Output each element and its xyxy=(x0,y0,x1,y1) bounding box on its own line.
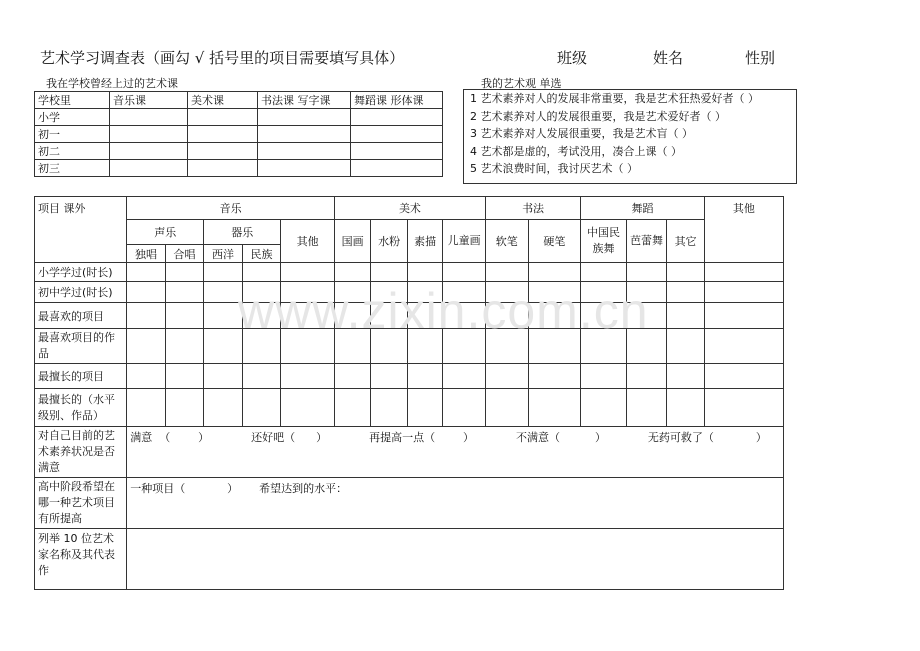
row-label: 最擅长的项目 xyxy=(35,364,127,389)
answer-cell[interactable] xyxy=(334,329,370,364)
answer-cell[interactable] xyxy=(485,263,528,282)
checkbox-cell[interactable] xyxy=(258,160,351,177)
answer-cell[interactable] xyxy=(704,303,783,329)
checkbox-cell[interactable] xyxy=(110,143,188,160)
answer-cell[interactable] xyxy=(581,364,627,389)
artists-content[interactable] xyxy=(127,529,784,590)
courses-row-label: 小学 xyxy=(35,109,110,126)
answer-cell[interactable] xyxy=(704,389,783,427)
row-label: 最喜欢的项目 xyxy=(35,303,127,329)
answer-cell[interactable] xyxy=(281,303,335,329)
answer-cell[interactable] xyxy=(626,329,667,364)
answer-cell[interactable] xyxy=(127,329,166,364)
art-header: 美术 xyxy=(334,197,485,220)
name-label: 姓名 xyxy=(653,49,684,67)
checkbox-cell[interactable] xyxy=(110,126,188,143)
view-option[interactable]: 2 艺术素养对人的发展很重要，我是艺术爱好者（ ） xyxy=(470,109,726,123)
dance-other-header: 其它 xyxy=(667,220,705,263)
answer-cell[interactable] xyxy=(127,263,166,282)
answer-cell[interactable] xyxy=(334,364,370,389)
answer-cell[interactable] xyxy=(165,329,204,364)
row-label: 最擅长的（水平级别、作品） xyxy=(35,389,127,427)
satisfaction-options[interactable]: 满意 （ ） 还好吧（ ） 再提高一点（ ） 不满意（ ） 无药可救了（ ） xyxy=(127,427,784,478)
answer-cell[interactable] xyxy=(443,303,486,329)
answer-cell[interactable] xyxy=(371,303,407,329)
answer-cell[interactable] xyxy=(667,364,705,389)
checkbox-cell[interactable] xyxy=(351,143,443,160)
other-header: 其他 xyxy=(704,197,783,263)
courses-caption: 我在学校曾经上过的艺术课 xyxy=(46,77,178,90)
answer-cell[interactable] xyxy=(704,364,783,389)
answer-cell[interactable] xyxy=(127,364,166,389)
answer-cell[interactable] xyxy=(204,263,243,282)
view-option[interactable]: 5 艺术浪费时间，我讨厌艺术（ ） xyxy=(470,162,638,175)
answer-cell[interactable] xyxy=(528,263,581,282)
view-option[interactable]: 1 艺术素养对人的发展非常重要，我是艺术狂热爱好者（ ） xyxy=(470,92,759,105)
answer-cell[interactable] xyxy=(667,329,705,364)
answer-cell[interactable] xyxy=(204,303,243,329)
answer-cell[interactable] xyxy=(581,263,627,282)
answer-cell[interactable] xyxy=(667,389,705,427)
row-label: 最喜欢项目的作品 xyxy=(35,329,127,364)
answer-cell[interactable] xyxy=(281,329,335,364)
courses-table xyxy=(34,91,443,177)
answer-cell[interactable] xyxy=(242,364,281,389)
answer-cell[interactable] xyxy=(626,303,667,329)
instrument-header: 器乐 xyxy=(204,220,281,245)
answer-cell[interactable] xyxy=(485,389,528,427)
answer-cell[interactable] xyxy=(581,282,627,303)
checkbox-cell[interactable] xyxy=(351,160,443,177)
courses-row-label: 初二 xyxy=(35,143,110,160)
answer-cell[interactable] xyxy=(165,303,204,329)
courses-header-art: 美术课 xyxy=(188,92,258,109)
ethnic-header: 民族 xyxy=(242,245,281,263)
answer-cell[interactable] xyxy=(371,263,407,282)
checkbox-cell[interactable] xyxy=(258,143,351,160)
answer-cell[interactable] xyxy=(667,263,705,282)
answer-cell[interactable] xyxy=(485,364,528,389)
checkbox-cell[interactable] xyxy=(258,126,351,143)
chinese-painting-header: 国画 xyxy=(334,220,370,263)
answer-cell[interactable] xyxy=(165,263,204,282)
answer-cell[interactable] xyxy=(204,329,243,364)
answer-cell[interactable] xyxy=(242,303,281,329)
answer-cell[interactable] xyxy=(704,263,783,282)
watermark: www.zixin.com.cn xyxy=(238,283,649,339)
answer-cell[interactable] xyxy=(242,329,281,364)
answer-cell[interactable] xyxy=(165,282,204,303)
answer-cell[interactable] xyxy=(626,263,667,282)
soft-pen-header: 软笔 xyxy=(485,220,528,263)
dance-header: 舞蹈 xyxy=(581,197,705,220)
answer-cell[interactable] xyxy=(485,303,528,329)
high-school-goal-label: 高中阶段希望在哪一种艺术项目有所提高 xyxy=(35,478,127,529)
answer-cell[interactable] xyxy=(667,282,705,303)
answer-cell[interactable] xyxy=(581,303,627,329)
answer-cell[interactable] xyxy=(485,329,528,364)
calligraphy-header: 书法 xyxy=(485,197,580,220)
courses-row-label: 初一 xyxy=(35,126,110,143)
answer-cell[interactable] xyxy=(242,389,281,427)
answer-cell[interactable] xyxy=(407,303,442,329)
answer-cell[interactable] xyxy=(281,364,335,389)
music-header: 音乐 xyxy=(127,197,335,220)
answer-cell[interactable] xyxy=(528,364,581,389)
checkbox-cell[interactable] xyxy=(258,109,351,126)
checkbox-cell[interactable] xyxy=(188,160,258,177)
courses-row-label: 初三 xyxy=(35,160,110,177)
answer-cell[interactable] xyxy=(127,303,166,329)
checkbox-cell[interactable] xyxy=(188,126,258,143)
answer-cell[interactable] xyxy=(443,282,486,303)
answer-cell[interactable] xyxy=(407,364,442,389)
answer-cell[interactable] xyxy=(334,389,370,427)
answer-cell[interactable] xyxy=(528,303,581,329)
answer-cell[interactable] xyxy=(443,263,486,282)
sketch-header: 素描 xyxy=(407,220,442,263)
view-option[interactable]: 3 艺术素养对人发展很重要，我是艺术盲（ ） xyxy=(470,127,693,140)
answer-cell[interactable] xyxy=(371,364,407,389)
answer-cell[interactable] xyxy=(581,329,627,364)
chorus-header: 合唱 xyxy=(165,245,204,263)
gender-label: 性别 xyxy=(745,49,776,67)
checkbox-cell[interactable] xyxy=(188,109,258,126)
checkbox-cell[interactable] xyxy=(110,109,188,126)
kids-painting-header: 儿童画 xyxy=(443,220,486,263)
answer-cell[interactable] xyxy=(626,282,667,303)
checkbox-cell[interactable] xyxy=(188,143,258,160)
answer-cell[interactable] xyxy=(407,263,442,282)
row-label: 小学学过(时长) xyxy=(35,263,127,282)
checkbox-cell[interactable] xyxy=(110,160,188,177)
answer-cell[interactable] xyxy=(371,282,407,303)
answer-cell[interactable] xyxy=(204,282,243,303)
answer-cell[interactable] xyxy=(281,263,335,282)
answer-cell[interactable] xyxy=(443,389,486,427)
hard-pen-header: 硬笔 xyxy=(528,220,581,263)
answer-cell[interactable] xyxy=(371,329,407,364)
answer-cell[interactable] xyxy=(443,329,486,364)
class-label: 班级 xyxy=(557,49,588,67)
main-table xyxy=(34,196,784,590)
answer-cell[interactable] xyxy=(242,263,281,282)
answer-cell[interactable] xyxy=(528,389,581,427)
answer-cell[interactable] xyxy=(581,389,627,427)
answer-cell[interactable] xyxy=(242,282,281,303)
courses-header-school: 学校里 xyxy=(35,92,110,109)
answer-cell[interactable] xyxy=(127,282,166,303)
answer-cell[interactable] xyxy=(407,389,442,427)
answer-cell[interactable] xyxy=(407,329,442,364)
form-title: 艺术学习调查表（画勾 √ 括号里的项目需要填写具体） xyxy=(40,49,405,67)
answer-cell[interactable] xyxy=(667,303,705,329)
ballet-header: 芭蕾舞 xyxy=(626,220,667,263)
watercolor-header: 水粉 xyxy=(371,220,407,263)
checkbox-cell[interactable] xyxy=(351,109,443,126)
western-header: 西洋 xyxy=(204,245,243,263)
courses-header-dance: 舞蹈课 形体课 xyxy=(351,92,443,109)
solo-header: 独唱 xyxy=(127,245,166,263)
answer-cell[interactable] xyxy=(485,282,528,303)
courses-header-music: 音乐课 xyxy=(110,92,188,109)
answer-cell[interactable] xyxy=(371,389,407,427)
answer-cell[interactable] xyxy=(626,389,667,427)
view-options-box xyxy=(463,89,797,184)
courses-header-calligraphy: 书法课 写字课 xyxy=(258,92,351,109)
checkbox-cell[interactable] xyxy=(351,126,443,143)
answer-cell[interactable] xyxy=(204,389,243,427)
answer-cell[interactable] xyxy=(528,329,581,364)
view-option[interactable]: 4 艺术都是虚的，考试没用，凑合上课（ ） xyxy=(470,144,682,158)
answer-cell[interactable] xyxy=(443,364,486,389)
answer-cell[interactable] xyxy=(165,364,204,389)
artists-label: 列举 10 位艺术家名称及其代表作 xyxy=(35,529,127,590)
answer-cell[interactable] xyxy=(334,263,370,282)
answer-cell[interactable] xyxy=(334,282,370,303)
high-school-goal-content[interactable]: 一种项目（ ） 希望达到的水平： xyxy=(127,478,784,529)
satisfaction-label: 对自己目前的艺术素养状况是否满意 xyxy=(35,427,127,478)
row-label: 初中学过(时长) xyxy=(35,282,127,303)
answer-cell[interactable] xyxy=(204,364,243,389)
vocal-header: 声乐 xyxy=(127,220,204,245)
answer-cell[interactable] xyxy=(165,389,204,427)
answer-cell[interactable] xyxy=(334,303,370,329)
answer-cell[interactable] xyxy=(704,329,783,364)
answer-cell[interactable] xyxy=(528,282,581,303)
answer-cell[interactable] xyxy=(704,282,783,303)
answer-cell[interactable] xyxy=(407,282,442,303)
answer-cell[interactable] xyxy=(127,389,166,427)
answer-cell[interactable] xyxy=(281,282,335,303)
view-caption: 我的艺术观 单选 xyxy=(481,77,562,90)
corner-cell: 项目 课外 xyxy=(35,197,127,263)
chinese-folk-dance-header: 中国民族舞 xyxy=(581,220,627,263)
answer-cell[interactable] xyxy=(626,364,667,389)
answer-cell[interactable] xyxy=(281,389,335,427)
music-other-header: 其他 xyxy=(281,220,335,263)
